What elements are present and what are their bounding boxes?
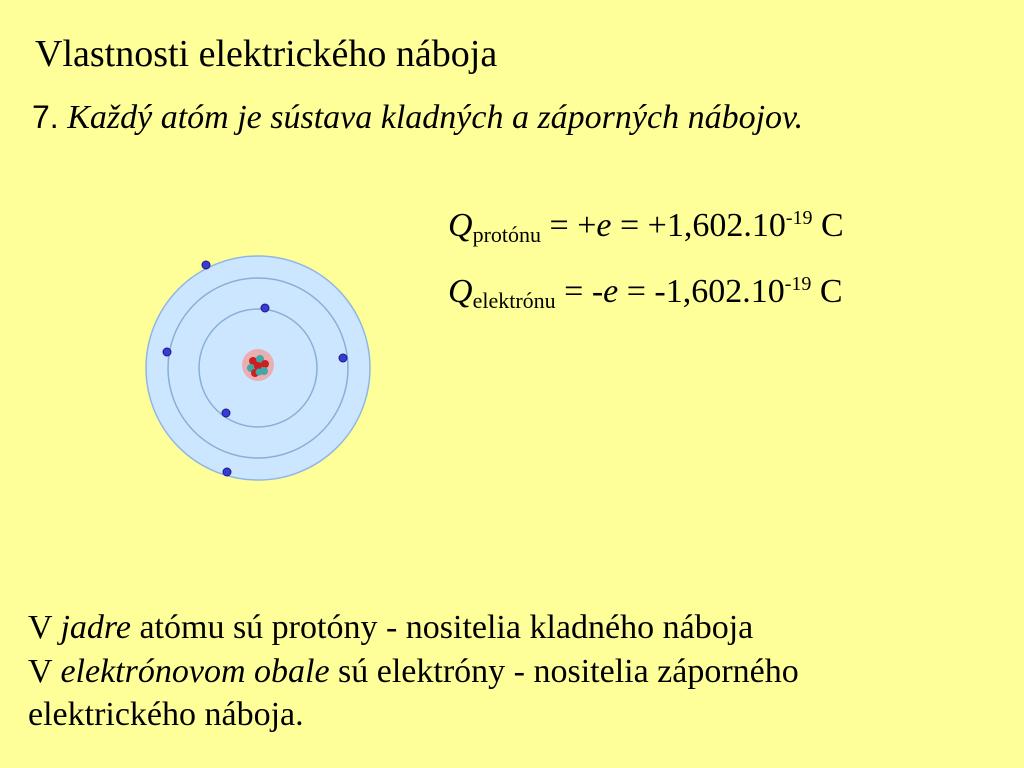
elementary-charge-symbol: e (603, 273, 619, 310)
proton (261, 360, 269, 368)
charge-exponent: -19 (784, 273, 812, 295)
text-segment: V (28, 609, 61, 646)
slide-title: Vlastnosti elektrického náboja (35, 33, 498, 75)
statement-line (32, 98, 803, 139)
elementary-charge-symbol: e (596, 207, 612, 244)
text-segment: sú elektróny - nositelia záporného (329, 652, 799, 690)
statement-text: Každý atóm je sústava kladných a záporných nábojov. (67, 99, 804, 136)
charge-subscript: protónu (472, 222, 542, 247)
atom-model-diagram (140, 250, 376, 486)
text-segment: atómu sú protóny - nositelia kladného náboja (130, 609, 754, 646)
charge-subscript: elektrónu (472, 288, 556, 313)
equals-sign: = + (549, 207, 597, 244)
shell-sentence (28, 650, 799, 694)
electron-charge-equation (448, 272, 843, 313)
charge-unit: C (819, 273, 843, 310)
electron (222, 409, 230, 417)
equals-sign: = - (564, 273, 604, 310)
charge-value: = -1,602.10 (626, 273, 785, 310)
shell-sentence-end: elektrického náboja. (28, 696, 304, 734)
nucleus-sentence (28, 606, 799, 650)
proton-charge-equation (448, 206, 844, 247)
text-segment: V (28, 652, 61, 690)
electron (202, 261, 210, 269)
neutron (256, 369, 263, 376)
explanation-text (28, 606, 799, 737)
charge-value: = +1,602.10 (619, 207, 786, 244)
statement-number: 7. (32, 99, 59, 135)
italic-term: elektrónovom obale (60, 652, 330, 690)
charge-unit: C (821, 207, 844, 244)
charge-symbol: Q (448, 207, 473, 244)
electron (223, 468, 231, 476)
italic-term: jadre (60, 609, 131, 646)
electron (339, 354, 347, 362)
electron (261, 304, 269, 312)
electron (163, 348, 171, 356)
charge-exponent: -19 (785, 207, 813, 229)
charge-symbol: Q (448, 273, 473, 310)
